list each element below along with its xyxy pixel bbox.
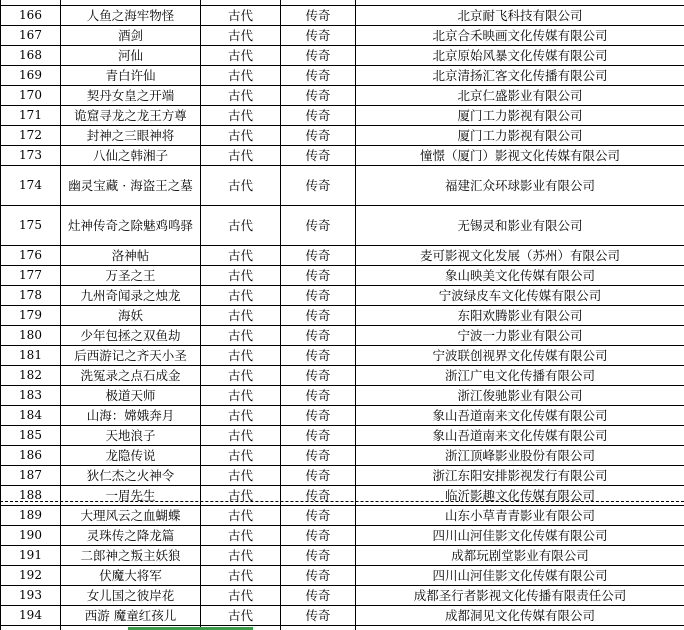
row-number-cell[interactable]: 184 — [1, 406, 61, 426]
genre-cell[interactable]: 传奇 — [281, 26, 356, 46]
company-cell[interactable]: 浙江广电文化传播有限公司 — [356, 366, 684, 386]
row-number-cell[interactable]: 167 — [1, 26, 61, 46]
era-cell[interactable]: 古代 — [201, 6, 281, 26]
table-row — [1, 326, 684, 346]
table-row — [1, 166, 684, 206]
title-cell[interactable]: 海妖 — [61, 306, 201, 326]
genre-cell[interactable]: 传奇 — [281, 366, 356, 386]
title-cell[interactable]: 狄仁杰之火神令 — [61, 466, 201, 486]
company-cell[interactable]: 浙江东阳安排影视发行有限公司 — [356, 466, 684, 486]
table-row — [1, 446, 684, 466]
title-cell[interactable]: 青白许仙 — [61, 66, 201, 86]
title-cell[interactable]: 八仙之韩湘子 — [61, 146, 201, 166]
row-number-cell[interactable]: 176 — [1, 246, 61, 266]
era-cell[interactable]: 古代 — [201, 206, 281, 246]
table-row — [1, 286, 684, 306]
era-cell[interactable]: 古代 — [201, 546, 281, 566]
table-row — [1, 126, 684, 146]
title-cell[interactable]: 万圣之王 — [61, 266, 201, 286]
row-number-cell[interactable]: 175 — [1, 206, 61, 246]
title-cell[interactable]: 灶神传奇之除魅鸡鸣驿 — [61, 206, 201, 246]
title-cell[interactable]: 二郎神之叛主妖狼 — [61, 546, 201, 566]
company-cell[interactable]: 临沂影趣文化传媒有限公司 — [356, 486, 684, 506]
genre-cell[interactable]: 传奇 — [281, 386, 356, 406]
era-cell[interactable]: 古代 — [201, 66, 281, 86]
genre-cell[interactable]: 传奇 — [281, 466, 356, 486]
title-cell[interactable]: 酒剑 — [61, 26, 201, 46]
row-number-cell[interactable]: 180 — [1, 326, 61, 346]
company-cell[interactable]: 山东小草青青影业有限公司 — [356, 506, 684, 526]
genre-cell[interactable]: 传奇 — [281, 606, 356, 626]
genre-cell[interactable]: 传奇 — [281, 586, 356, 606]
era-cell[interactable]: 古代 — [201, 166, 281, 206]
table-row — [1, 246, 684, 266]
table-row — [1, 366, 684, 386]
row-number-cell[interactable]: 172 — [1, 126, 61, 146]
genre-cell[interactable]: 传奇 — [281, 486, 356, 506]
table-row — [1, 26, 684, 46]
title-cell[interactable]: 洗冤录之点石成金 — [61, 366, 201, 386]
era-cell[interactable]: 古代 — [201, 26, 281, 46]
table-row — [1, 486, 684, 506]
table-row — [1, 46, 684, 66]
title-cell[interactable]: 西游 魔童红孩儿 — [61, 606, 201, 626]
genre-cell[interactable]: 传奇 — [281, 306, 356, 326]
company-cell[interactable]: 象山吾道南来文化传媒有限公司 — [356, 426, 684, 446]
title-cell[interactable]: 封神之三眼神将 — [61, 126, 201, 146]
company-cell[interactable]: 浙江俊驰影业有限公司 — [356, 386, 684, 406]
table-row — [1, 546, 684, 566]
company-cell[interactable]: 北京合禾映画文化传媒有限公司 — [356, 26, 684, 46]
row-number-cell[interactable] — [1, 626, 61, 630]
title-cell[interactable]: 灵珠传之降龙篇 — [61, 526, 201, 546]
genre-cell[interactable]: 传奇 — [281, 46, 356, 66]
row-number-cell[interactable]: 189 — [1, 506, 61, 526]
era-cell[interactable]: 古代 — [201, 386, 281, 406]
era-cell[interactable]: 古代 — [201, 466, 281, 486]
table-row — [1, 6, 684, 26]
era-cell[interactable]: 古代 — [201, 566, 281, 586]
era-cell[interactable]: 古代 — [201, 586, 281, 606]
company-cell[interactable]: 象山映美文化传媒有限公司 — [356, 266, 684, 286]
table-row — [1, 606, 684, 626]
row-number-cell[interactable]: 179 — [1, 306, 61, 326]
genre-cell[interactable]: 传奇 — [281, 506, 356, 526]
table-row — [1, 106, 684, 126]
row-number-cell[interactable]: 178 — [1, 286, 61, 306]
genre-cell[interactable]: 传奇 — [281, 266, 356, 286]
era-cell[interactable]: 古代 — [201, 326, 281, 346]
row-number-cell[interactable]: 187 — [1, 466, 61, 486]
row-number-cell[interactable]: 169 — [1, 66, 61, 86]
table-row — [1, 386, 684, 406]
table-row — [1, 306, 684, 326]
company-cell[interactable]: 厦门工力影视有限公司 — [356, 106, 684, 126]
title-cell[interactable]: 河仙 — [61, 46, 201, 66]
row-number-cell[interactable]: 191 — [1, 546, 61, 566]
genre-cell[interactable]: 传奇 — [281, 126, 356, 146]
company-cell[interactable]: 麦可影视文化发展（苏州）有限公司 — [356, 246, 684, 266]
row-number-cell[interactable]: 190 — [1, 526, 61, 546]
title-cell[interactable]: 后西游记之齐天小圣 — [61, 346, 201, 366]
era-cell[interactable]: 古代 — [201, 346, 281, 366]
genre-cell[interactable]: 传奇 — [281, 526, 356, 546]
company-cell[interactable]: 无锡灵和影业有限公司 — [356, 206, 684, 246]
genre-cell[interactable]: 传奇 — [281, 86, 356, 106]
table-body — [1, 0, 684, 630]
row-number-cell[interactable]: 182 — [1, 366, 61, 386]
era-cell[interactable]: 古代 — [201, 606, 281, 626]
title-cell[interactable]: 天地浪子 — [61, 426, 201, 446]
table-row — [1, 66, 684, 86]
era-cell[interactable]: 古代 — [201, 246, 281, 266]
era-cell[interactable]: 古代 — [201, 486, 281, 506]
table-row — [1, 406, 684, 426]
company-cell[interactable]: 福建汇众环球影业有限公司 — [356, 166, 684, 206]
table-row — [1, 266, 684, 286]
title-cell[interactable]: 人鱼之海牢物怪 — [61, 6, 201, 26]
row-number-cell[interactable]: 171 — [1, 106, 61, 126]
title-cell[interactable]: 女儿国之彼岸花 — [61, 586, 201, 606]
title-cell[interactable]: 一眉先生 — [61, 486, 201, 506]
era-cell[interactable]: 古代 — [201, 446, 281, 466]
genre-cell[interactable]: 传奇 — [281, 406, 356, 426]
company-cell[interactable]: 成都圣行者影视文化传播有限责任公司 — [356, 586, 684, 606]
company-cell[interactable]: 宁波一力影业有限公司 — [356, 326, 684, 346]
title-cell[interactable]: 九州奇闻录之烛龙 — [61, 286, 201, 306]
title-cell[interactable]: 极道天师 — [61, 386, 201, 406]
genre-cell[interactable]: 传奇 — [281, 106, 356, 126]
title-cell[interactable]: 幽灵宝藏 · 海盗王之墓 — [61, 166, 201, 206]
table-row — [1, 426, 684, 446]
title-cell[interactable]: 洛神帖 — [61, 246, 201, 266]
table-row — [1, 146, 684, 166]
era-cell[interactable]: 古代 — [201, 526, 281, 546]
company-cell[interactable]: 宁波联创视界文化传媒有限公司 — [356, 346, 684, 366]
era-cell[interactable]: 古代 — [201, 506, 281, 526]
era-cell[interactable]: 古代 — [201, 306, 281, 326]
page-break-line — [0, 501, 684, 502]
genre-cell[interactable]: 传奇 — [281, 206, 356, 246]
company-cell[interactable]: 成都洞见文化传媒有限公司 — [356, 606, 684, 626]
title-cell[interactable]: 山海：嫦娥奔月 — [61, 406, 201, 426]
company-cell[interactable]: 厦门工力影视有限公司 — [356, 126, 684, 146]
row-number-cell[interactable]: 193 — [1, 586, 61, 606]
row-number-cell[interactable]: 186 — [1, 446, 61, 466]
table-row — [1, 566, 684, 586]
company-cell[interactable]: 浙江顶峰影业股份有限公司 — [356, 446, 684, 466]
row-number-cell[interactable]: 185 — [1, 426, 61, 446]
era-cell[interactable]: 古代 — [201, 86, 281, 106]
title-cell[interactable]: 契丹女皇之开端 — [61, 86, 201, 106]
table-row — [1, 586, 684, 606]
row-number-cell[interactable]: 194 — [1, 606, 61, 626]
genre-cell[interactable]: 传奇 — [281, 246, 356, 266]
company-cell[interactable]: 北京原始风暴文化传媒有限公司 — [356, 46, 684, 66]
genre-cell[interactable]: 传奇 — [281, 426, 356, 446]
company-cell[interactable]: 象山吾道南来文化传媒有限公司 — [356, 406, 684, 426]
company-cell[interactable] — [356, 626, 684, 630]
company-cell[interactable]: 北京耐飞科技有限公司 — [356, 6, 684, 26]
genre-cell[interactable]: 传奇 — [281, 346, 356, 366]
company-cell[interactable]: 北京清扬汇客文化传播有限公司 — [356, 66, 684, 86]
genre-cell[interactable]: 传奇 — [281, 286, 356, 306]
row-number-cell[interactable]: 174 — [1, 166, 61, 206]
table-row — [1, 526, 684, 546]
genre-cell[interactable]: 传奇 — [281, 446, 356, 466]
era-cell[interactable]: 古代 — [201, 426, 281, 446]
genre-cell[interactable]: 传奇 — [281, 566, 356, 586]
era-cell[interactable]: 古代 — [201, 106, 281, 126]
table-row — [1, 206, 684, 246]
era-cell[interactable]: 古代 — [201, 406, 281, 426]
genre-cell[interactable]: 传奇 — [281, 546, 356, 566]
row-number-cell[interactable]: 188 — [1, 486, 61, 506]
row-number-cell[interactable]: 181 — [1, 346, 61, 366]
table-row — [1, 466, 684, 486]
title-cell[interactable]: 龙隐传说 — [61, 446, 201, 466]
row-number-cell[interactable]: 183 — [1, 386, 61, 406]
row-number-cell[interactable]: 177 — [1, 266, 61, 286]
genre-cell[interactable]: 传奇 — [281, 146, 356, 166]
company-cell[interactable]: 四川山河佳影文化传媒有限公司 — [356, 526, 684, 546]
era-cell[interactable]: 古代 — [201, 46, 281, 66]
era-cell[interactable]: 古代 — [201, 126, 281, 146]
era-cell[interactable]: 古代 — [201, 146, 281, 166]
genre-cell[interactable]: 传奇 — [281, 66, 356, 86]
genre-cell[interactable]: 传奇 — [281, 166, 356, 206]
row-number-cell[interactable]: 168 — [1, 46, 61, 66]
company-cell[interactable]: 东阳欢腾影业有限公司 — [356, 306, 684, 326]
title-cell[interactable]: 大理风云之血蝴蝶 — [61, 506, 201, 526]
table-row — [1, 346, 684, 366]
row-number-cell[interactable]: 173 — [1, 146, 61, 166]
table-row — [1, 626, 684, 630]
genre-cell[interactable]: 传奇 — [281, 6, 356, 26]
title-cell[interactable]: 少年包拯之双鱼劫 — [61, 326, 201, 346]
era-cell[interactable]: 古代 — [201, 366, 281, 386]
table-row — [1, 506, 684, 526]
genre-cell[interactable]: 传奇 — [281, 326, 356, 346]
genre-cell[interactable] — [281, 626, 356, 630]
company-cell[interactable]: 憧憬（厦门）影视文化传媒有限公司 — [356, 146, 684, 166]
company-cell[interactable]: 宁波绿皮车文化传媒有限公司 — [356, 286, 684, 306]
row-number-cell[interactable]: 192 — [1, 566, 61, 586]
era-cell[interactable]: 古代 — [201, 286, 281, 306]
title-cell[interactable]: 伏魔大将军 — [61, 566, 201, 586]
row-number-cell[interactable]: 166 — [1, 6, 61, 26]
company-cell[interactable]: 四川山河佳影文化传媒有限公司 — [356, 566, 684, 586]
table-row — [1, 86, 684, 106]
row-number-cell[interactable]: 170 — [1, 86, 61, 106]
title-cell[interactable]: 诡窟寻龙之龙王方尊 — [61, 106, 201, 126]
era-cell[interactable]: 古代 — [201, 266, 281, 286]
company-cell[interactable]: 北京仁盛影业有限公司 — [356, 86, 684, 106]
company-cell[interactable]: 成都玩剧堂影业有限公司 — [356, 546, 684, 566]
